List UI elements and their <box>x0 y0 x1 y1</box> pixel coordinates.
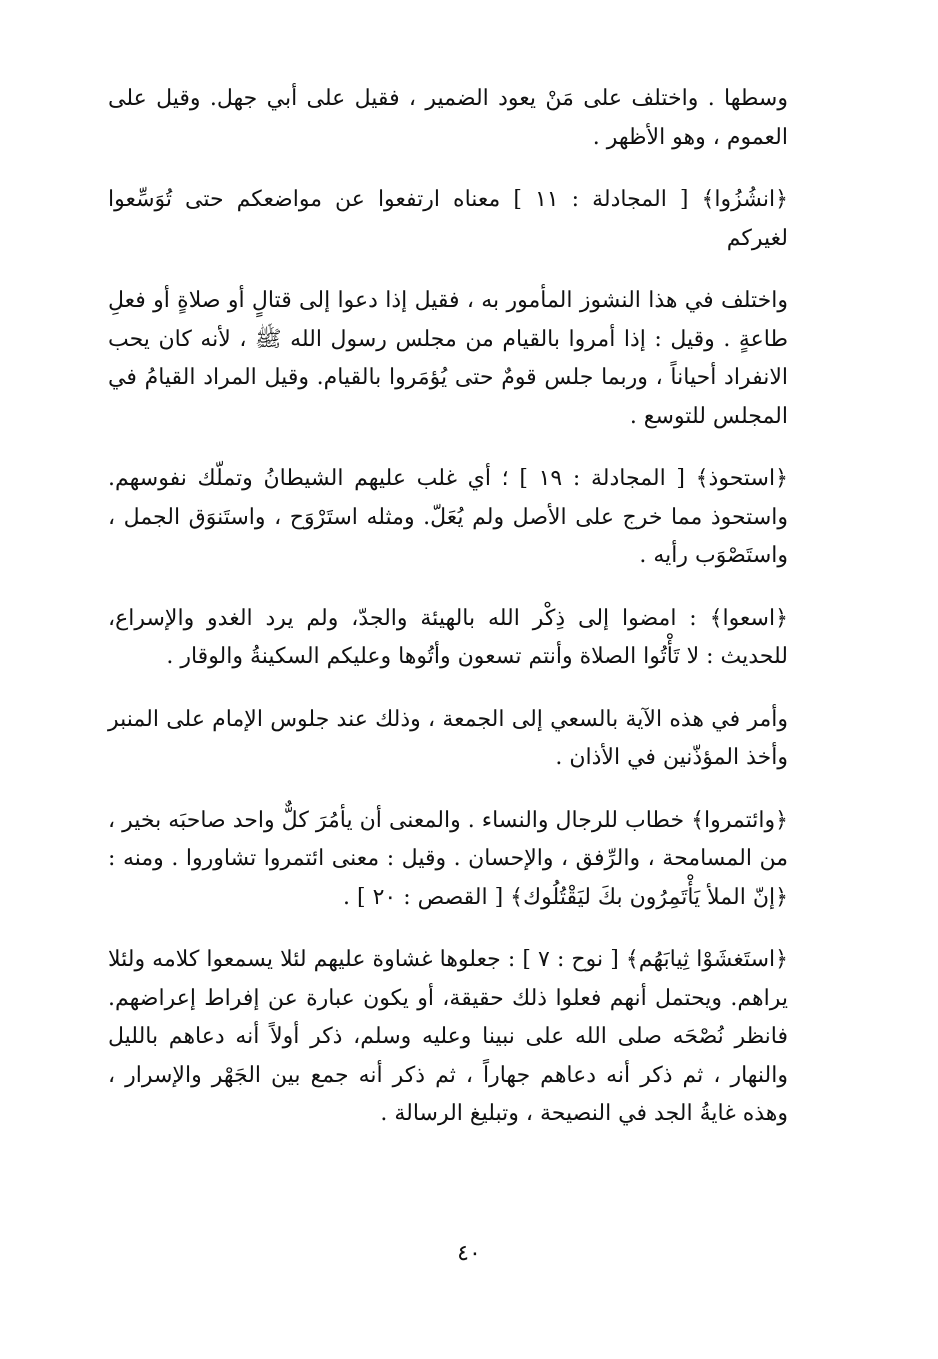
paragraph-3: واختلف في هذا النشوز المأمور به ، فقيل إذا دعوا إلى قتالٍ أو صلاةٍ أو فعلِ طاعةٍ . وقيل : إذا أمروا بالقيام من مجلس رسول الله ﷺ ، لأنه كان يحب الانفراد أحياناً ، وربما جلس قومٌ حتى يُؤمَروا بالقيام. وقيل المراد القيامُ في المجلس للتوسع . <box>108 288 788 429</box>
paragraph-8: ﴿استَغشَوْا ثِيابَهُم﴾ [ نوح : ٧ ] : جعلوها غشاوة عليهم لئلا يسمعوا كلامه ولئلا يراهم. ويحتمل أنهم فعلوا ذلك حقيقة، أو يكون عبارة عن إفراط إعراضهم. فانظر نُصْحَه صلى الله على نبينا وعليه وسلم، ذكر أولاً أنه دعاهم بالليل والنهار ، ثم ذكر أنه دعاهم جهاراً ، ثم ذكر أنه جمع بين الجَهْر والإسرار ، وهذه غايةُ الجد في النصيحة ، وتبليغ الرسالة . <box>108 947 789 1126</box>
paragraph-2: ﴿انشُزُوا﴾ [ المجادلة : ١١ ] معناه ارتفعوا عن مواضعكم حتى تُوَسِّعوا لغيركم <box>108 187 788 251</box>
paragraph-4: ﴿استحوذ﴾ [ المجادلة : ١٩ ] ؛ أي غلب عليهم الشيطانُ وتملّك نفوسهم. واستحوذ مما خرج على الأصل ولم يُعَلّ. ومثله استَرْوَح ، واستَنوَق الجمل ، واستَصْوَب رأيه . <box>108 466 788 568</box>
paragraph-6: وأمر في هذه الآية بالسعي إلى الجمعة ، وذلك عند جلوس الإمام على المنبر وأخذ المؤذّنين في الأذان . <box>108 706 788 770</box>
page-body <box>108 80 788 1158</box>
page-number: ٤٠ <box>457 1241 481 1266</box>
paragraph-7: ﴿وائتمروا﴾ خطاب للرجال والنساء . والمعنى أن يأمُرَ كلٌّ واحد صاحبَه بخير ، من المسامحة ، والرِّفق ، والإحسان . وقيل : معنى ائتمروا تشاوروا . ومنه : ﴿إنّ الملأ يَأْتَمِرُون بكَ ليَقْتُلُوك﴾ [ القصص : ٢٠ ] . <box>108 807 788 910</box>
paragraph-5: ﴿اسعوا﴾ : امضوا إلى ذِكْر الله بالهيئة والجدّ، ولم يرد الغدو والإسراع، للحديث : لا تَأْتُوا الصلاة وأنتم تسعون وأتُوها وعليكم السكينةُ والوقار . <box>108 605 788 669</box>
paragraph-1: وسطها . واختلف على مَنْ يعود الضمير ، فقيل على أبي جهل. وقيل على العموم ، وهو الأظهر . <box>108 86 788 150</box>
